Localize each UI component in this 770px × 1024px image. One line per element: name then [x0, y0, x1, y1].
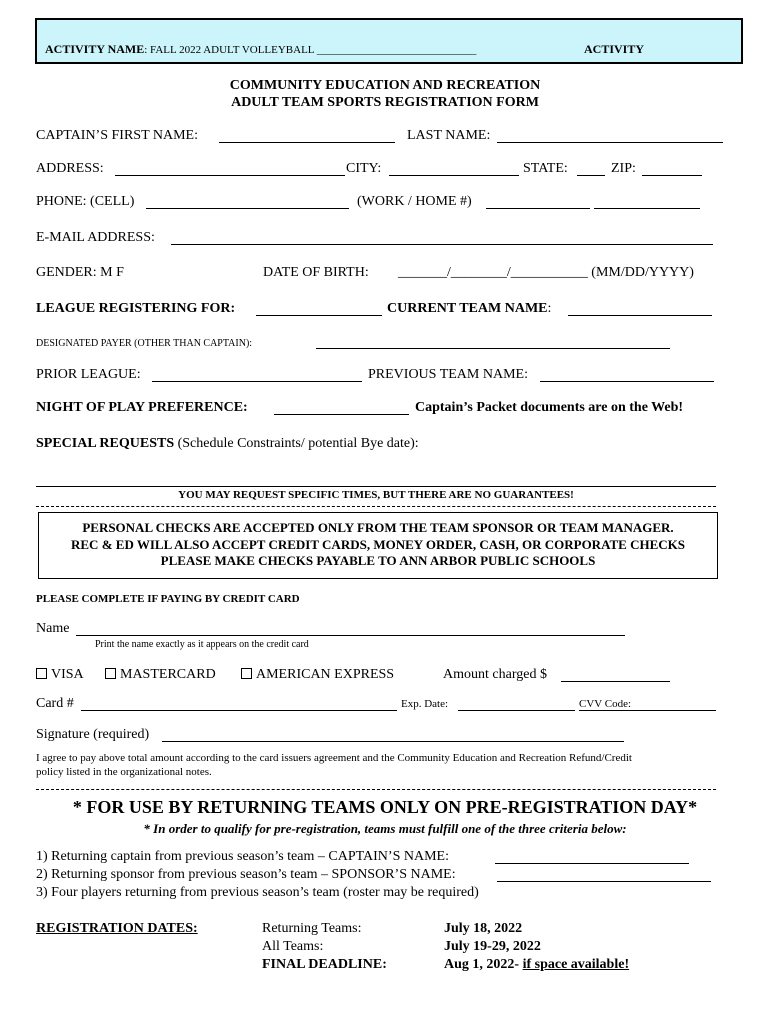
returning-subheading: * In order to qualify for pre-registration, teams must fulfill one of the three criteria below: [143, 821, 627, 836]
notice-line1: PERSONAL CHECKS ARE ACCEPTED ONLY FROM THE TEAM SPONSOR OR TEAM MANAGER. [82, 520, 674, 535]
amex-option[interactable] [241, 667, 394, 683]
dob-label: DATE OF BIRTH: [263, 265, 369, 280]
all-teams-label: All Teams: [262, 939, 324, 954]
zip-label: ZIP: [611, 161, 636, 176]
mastercard-checkbox[interactable] [105, 668, 116, 679]
criteria-3: 3) Four players returning from previous season’s team (roster may be required) [36, 885, 479, 900]
signature-label: Signature (required) [36, 727, 150, 742]
agree-line2: policy listed in the organizational notes. [36, 766, 212, 778]
previous-team-field[interactable] [540, 381, 714, 382]
captain-name-field[interactable] [495, 863, 689, 864]
current-team-field[interactable] [568, 315, 712, 316]
visa-label: VISA [51, 667, 84, 682]
special-requests-line [36, 436, 419, 452]
home-phone-field[interactable] [594, 208, 700, 209]
final-date: Aug 1, 2022- [444, 957, 520, 972]
city-field[interactable] [389, 175, 519, 176]
activity-name-line [45, 42, 476, 57]
amex-label: AMERICAN EXPRESS [256, 667, 395, 682]
activity-right-label: ACTIVITY [584, 42, 645, 56]
captain-first-name-label: CAPTAIN’S FIRST NAME: [36, 128, 198, 143]
criteria-2: 2) Returning sponsor from previous season’s team – SPONSOR’S NAME: [36, 867, 456, 882]
night-pref-field[interactable] [274, 414, 409, 415]
amount-label: Amount charged $ [443, 667, 547, 682]
activity-header-box [35, 18, 743, 64]
designated-payer-field[interactable] [316, 348, 670, 349]
criteria-1: 1) Returning captain from previous season’s team – CAPTAIN’S NAME: [36, 849, 449, 864]
times-notice: YOU MAY REQUEST SPECIFIC TIMES, BUT THERE ARE NO GUARANTEES! [178, 489, 574, 501]
gender-label[interactable]: GENDER: M F [36, 265, 124, 280]
address-field[interactable] [115, 175, 345, 176]
divider-1 [36, 506, 716, 507]
amount-field[interactable] [561, 681, 670, 682]
night-pref-label: NIGHT OF PLAY PREFERENCE: [36, 400, 248, 415]
returning-teams-label: Returning Teams: [262, 921, 362, 936]
agree-line1: I agree to pay above total amount according to the card issuers agreement and the Community Education and Recreation Refund/Credit [36, 752, 632, 764]
sponsor-name-field[interactable] [497, 881, 711, 882]
state-label: STATE: [523, 161, 568, 176]
signature-field[interactable] [162, 741, 624, 742]
captain-first-name-field[interactable] [219, 142, 395, 143]
work-home-label: (WORK / HOME #) [357, 194, 472, 209]
registration-dates-label: REGISTRATION DATES: [36, 921, 198, 936]
credit-name-field[interactable] [76, 635, 625, 636]
final-note: if space available! [522, 957, 630, 972]
email-label: E-MAIL ADDRESS: [36, 230, 155, 245]
returning-date: July 18, 2022 [444, 921, 523, 936]
credit-name-hint: Print the name exactly as it appears on the credit card [95, 639, 309, 650]
form-title-line2: ADULT TEAM SPORTS REGISTRATION FORM [231, 95, 539, 110]
prior-league-label: PRIOR LEAGUE: [36, 367, 141, 382]
email-field[interactable] [171, 244, 713, 245]
amex-checkbox[interactable] [241, 668, 252, 679]
state-field[interactable] [577, 175, 605, 176]
all-teams-date: July 19-29, 2022 [444, 939, 541, 954]
last-name-field[interactable] [497, 142, 723, 143]
final-deadline-line [444, 957, 629, 973]
mastercard-option[interactable] [105, 667, 216, 683]
current-team-line [387, 301, 551, 317]
phone-cell-label: PHONE: (CELL) [36, 194, 135, 209]
notice-line2: REC & ED WILL ALSO ACCEPT CREDIT CARDS, MONEY ORDER, CASH, OR CORPORATE CHECKS [71, 537, 685, 552]
work-phone-field[interactable] [486, 208, 590, 209]
credit-name-label: Name [36, 621, 70, 636]
mastercard-label: MASTERCARD [120, 667, 216, 682]
activity-name-label: ACTIVITY NAME [45, 42, 145, 56]
cvv-field[interactable] [579, 710, 716, 711]
address-label: ADDRESS: [36, 161, 104, 176]
form-title-line1: COMMUNITY EDUCATION AND RECREATION [229, 78, 541, 93]
activity-name-value[interactable]: : FALL 2022 ADULT VOLLEYBALL _____________________________ [144, 44, 477, 56]
prior-league-field[interactable] [152, 381, 362, 382]
card-number-label: Card # [36, 696, 74, 711]
current-team-colon: : [547, 301, 552, 316]
special-requests-note: (Schedule Constraints/ potential Bye date): [174, 436, 419, 451]
phone-cell-field[interactable] [146, 208, 349, 209]
exp-date-field[interactable] [458, 710, 575, 711]
cvv-label: CVV Code: [579, 698, 632, 710]
card-number-field[interactable] [81, 710, 397, 711]
visa-option[interactable] [36, 667, 84, 683]
current-team-label: CURRENT TEAM NAME [387, 301, 548, 316]
last-name-label: LAST NAME: [407, 128, 491, 143]
exp-date-label: Exp. Date: [401, 698, 449, 710]
credit-heading: PLEASE COMPLETE IF PAYING BY CREDIT CARD [36, 593, 300, 605]
captain-packet-note: Captain’s Packet documents are on the Web! [415, 400, 684, 415]
zip-field[interactable] [642, 175, 702, 176]
previous-team-label: PREVIOUS TEAM NAME: [368, 367, 528, 382]
special-requests-label: SPECIAL REQUESTS [36, 436, 175, 451]
dob-field[interactable]: _______/________/___________ (MM/DD/YYYY) [398, 265, 694, 280]
returning-heading: * FOR USE BY RETURNING TEAMS ONLY ON PRE-REGISTRATION DAY* [72, 797, 698, 817]
designated-payer-label: DESIGNATED PAYER (OTHER THAN CAPTAIN): [36, 338, 253, 349]
special-requests-field[interactable] [36, 486, 716, 487]
divider-2 [36, 789, 716, 790]
final-deadline-label: FINAL DEADLINE: [262, 957, 387, 972]
visa-checkbox[interactable] [36, 668, 47, 679]
city-label: CITY: [346, 161, 382, 176]
league-label: LEAGUE REGISTERING FOR: [36, 301, 236, 316]
league-field[interactable] [256, 315, 382, 316]
notice-line3: PLEASE MAKE CHECKS PAYABLE TO ANN ARBOR PUBLIC SCHOOLS [160, 553, 596, 568]
